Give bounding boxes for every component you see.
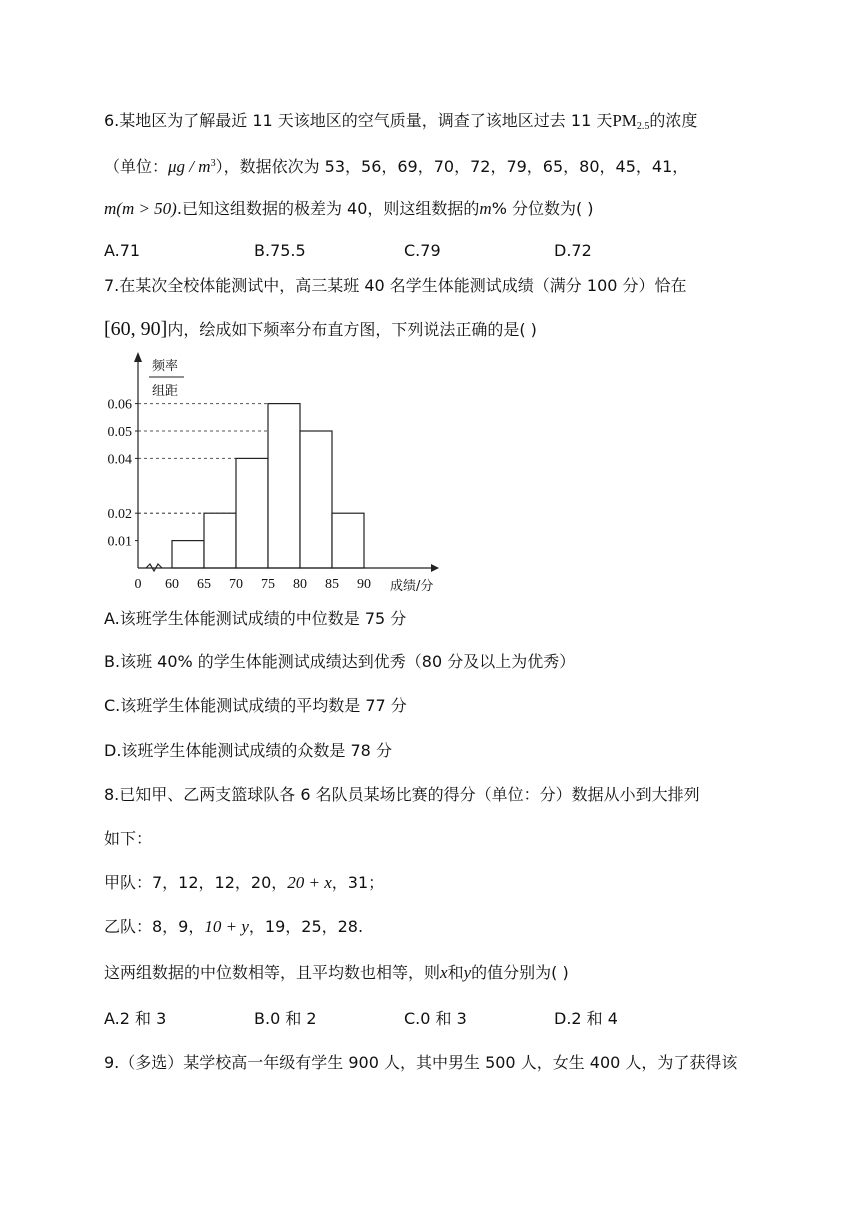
q6-text-1a: 6.某地区为了解最近 11 天该地区的空气质量，调查了该地区过去 11 天: [104, 111, 613, 130]
q8-team-a-text: 甲队：7，12，12，20，: [104, 873, 288, 892]
q8-question-text: 这两组数据的中位数相等，且平均数也相等，则: [104, 963, 441, 982]
y-tick-label: 0.04: [107, 452, 132, 468]
q8-question: [104, 962, 569, 984]
histogram-bar: [332, 513, 364, 568]
x-tick-label: 80: [293, 577, 307, 592]
y-label-bottom: 组距: [152, 384, 179, 399]
q8-option-b: B.0 和 2: [254, 1009, 317, 1028]
histogram-bar: [268, 404, 300, 568]
y-axis-arrow: [134, 352, 142, 362]
q8-option-c: C.0 和 3: [404, 1009, 467, 1028]
q8-x: x: [440, 963, 448, 982]
q7-option-b: B.该班 40% 的学生体能测试成绩达到优秀（80 分及以上为优秀）: [104, 652, 576, 671]
q8-y: y: [463, 963, 472, 982]
x-tick-label: 90: [357, 577, 371, 592]
q7-line-1: 7.在某次全校体能测试中，高三某班 40 名学生体能测试成绩（满分 100 分）恰在: [104, 276, 687, 295]
y-label-top: 频率: [152, 359, 179, 374]
q8-option-d: D.2 和 4: [554, 1009, 618, 1028]
q6-text-3b: % 分位数为( ): [491, 199, 594, 218]
y-tick-label: 0.02: [107, 507, 132, 523]
q6-option-d: D.72: [554, 241, 592, 260]
frequency-histogram: [96, 350, 456, 595]
q7-interval: [60, 90]: [104, 318, 168, 340]
x-axis-arrow: [431, 564, 439, 572]
q8-team-a: [104, 872, 384, 894]
q6-option-a: A.71: [104, 241, 141, 260]
q6-unit-sup: 3: [210, 158, 216, 169]
x-tick-label: 70: [229, 577, 243, 592]
y-tick-label: 0.05: [107, 425, 132, 440]
x-tick-label: 60: [165, 577, 179, 592]
q6-option-c: C.79: [404, 241, 441, 260]
y-tick-label: 0.06: [107, 397, 132, 413]
q8-line-1: 8.已知甲、乙两支篮球队各 6 名队员某场比赛的得分（单位：分）数据从小到大排列: [104, 785, 700, 804]
q6-text-3a: .已知这组数据的极差为 40，则这组数据的: [176, 199, 480, 218]
q6-line-2: [104, 153, 688, 178]
q7-line-2: [104, 318, 537, 341]
q8-option-a: A.2 和 3: [104, 1009, 167, 1028]
q6-option-b: B.75.5: [254, 241, 306, 260]
q6-m-condition: m(m > 50): [104, 199, 177, 218]
origin-label: 0: [134, 577, 142, 592]
x-tick-label: 85: [325, 577, 339, 592]
histogram-bar: [236, 458, 268, 568]
q7-option-a: A.该班学生体能测试成绩的中位数是 75 分: [104, 609, 407, 628]
x-tick-label: 75: [261, 577, 275, 592]
q8-team-a-expr: 20 + x: [287, 873, 332, 892]
q8-team-b: [104, 916, 363, 938]
q6-unit: μg / m: [168, 157, 211, 176]
q6-pm: PM: [612, 111, 637, 130]
q8-and: 和: [447, 963, 464, 982]
q6-line-3: [104, 198, 594, 220]
q6-text-2a: （单位：: [104, 157, 169, 176]
q6-text-1b: 的浓度: [649, 111, 698, 130]
q8-team-b-expr: 10 + y: [204, 917, 249, 936]
histogram-bar: [204, 513, 236, 568]
q6-pm-sub: 2.5: [636, 121, 650, 132]
q7-option-d: D.该班学生体能测试成绩的众数是 78 分: [104, 741, 392, 760]
q6-line-1: [104, 110, 697, 138]
q7-text-2: 内，绘成如下频率分布直方图，下列说法正确的是( ): [167, 320, 537, 339]
q6-text-2b: ），数据依次为 53，56，69，70，72，79，65，80，45，41，: [215, 157, 689, 176]
q8-team-b-end: ，19，25，28.: [248, 917, 364, 936]
y-tick-label: 0.01: [107, 534, 132, 550]
q8-line-2: 如下：: [104, 829, 153, 848]
x-tick-label: 65: [197, 577, 211, 592]
q8-question-end: 的值分别为( ): [471, 963, 569, 982]
q9-line-1: 9.（多选）某学校高一年级有学生 900 人，其中男生 500 人，女生 400 人，为了获得该: [104, 1053, 738, 1072]
histogram-bar: [172, 541, 204, 568]
x-axis-label: 成绩/分: [390, 579, 434, 594]
histogram-bar: [300, 431, 332, 568]
q7-option-c: C.该班学生体能测试成绩的平均数是 77 分: [104, 696, 407, 715]
q6-m: m: [479, 199, 492, 218]
q8-team-a-end: ，31；: [331, 873, 385, 892]
q8-team-b-text: 乙队：8，9，: [104, 917, 205, 936]
